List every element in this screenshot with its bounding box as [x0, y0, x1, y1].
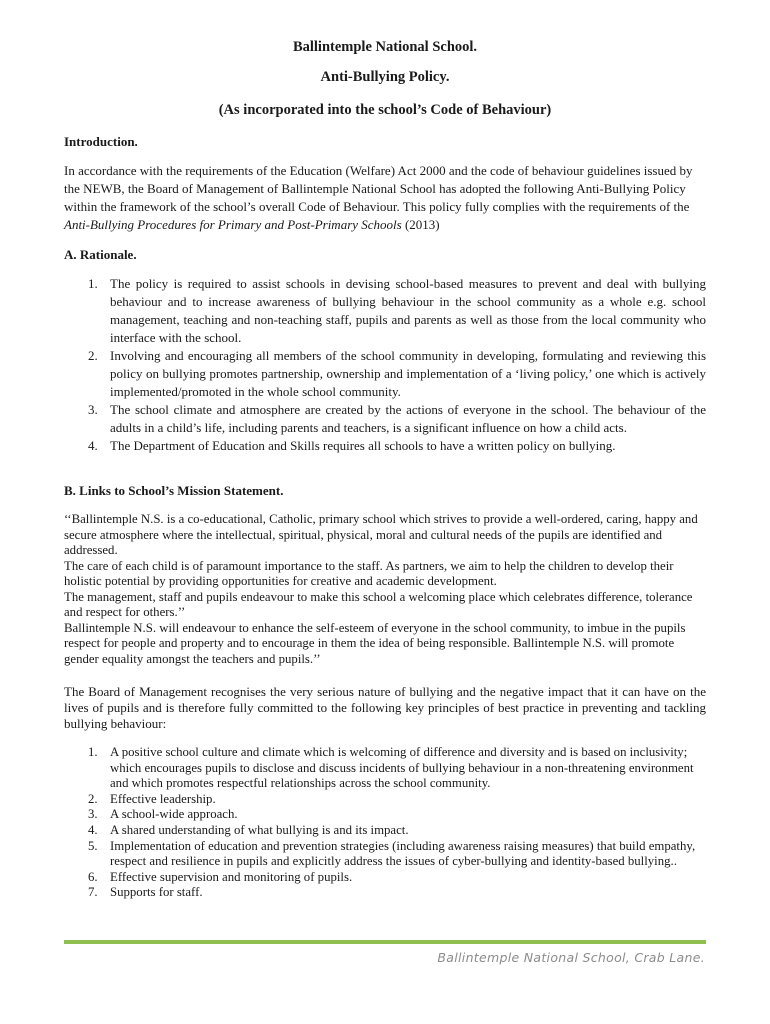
list-item: 2. Involving and encouraging all members of the school community in developing, formulating and reviewing this policy on bullying promotes partnership, ownership and implementation of a ‘living policy,’ one which is actively implemented/promoted in the whole school community.: [88, 348, 706, 399]
introduction-heading: Introduction.: [64, 134, 138, 149]
principles-list: [64, 745, 706, 901]
introduction-year: (2013): [401, 217, 440, 232]
procedures-title-italic: Anti-Bullying Procedures for Primary and Post-Primary Schools: [64, 217, 402, 232]
list-item: 4. The Department of Education and Skills requires all schools to have a written policy on bullying.: [88, 438, 616, 453]
list-item: 1. A positive school culture and climate which is welcoming of difference and diversity and is based on inclusivity; which encourages pupils to disclose and discuss incidents of bullying behaviour in a non-threatening environment and which promotes respectful relationships across the school community.: [88, 745, 694, 791]
list-item: 6. Effective supervision and monitoring of pupils.: [88, 869, 353, 884]
mission-heading: B. Links to School’s Mission Statement.: [64, 483, 284, 498]
list-item: 3. The school climate and atmosphere are created by the actions of everyone in the school. The behaviour of the adults in a child’s life, including parents and teachers, is a significant influence on how a child acts.: [88, 402, 706, 435]
list-item: 3. A school-wide approach.: [88, 807, 238, 822]
rationale-heading: A. Rationale.: [64, 247, 137, 262]
mission-paragraph: The care of each child is of paramount importance to the staff. As partners, we aim to help the children to develop their holistic potential by providing opportunities for creative and academic development.: [64, 558, 674, 588]
introduction-text: In accordance with the requirements of the Education (Welfare) Act 2000 and the code of behaviour guidelines issued by the NEWB, the Board of Management of Ballintemple National School has adopted the following Anti-Bullying Policy within the framework of the school’s overall Code of Behaviour. This policy fully complies with the requirements of the: [64, 163, 693, 214]
policy-subtitle: (As incorporated into the school’s Code of Behaviour): [218, 102, 552, 118]
footer-divider: [64, 940, 706, 944]
mission-paragraph: ‘‘Ballintemple N.S. is a co-educational, Catholic, primary school which strives to provide a well-ordered, caring, happy and secure atmosphere where the intellectual, spiritual, physical, moral and cultural needs of the pupils are identified and addressed.: [64, 512, 698, 557]
list-item: 2. Effective leadership.: [88, 791, 216, 806]
policy-title: Anti-Bullying Policy.: [320, 69, 450, 85]
rationale-list: [64, 275, 706, 455]
list-item: 7. Supports for staff.: [88, 885, 203, 900]
school-name-title: Ballintemple National School.: [292, 39, 478, 55]
footer-address: Ballintemple National School, Crab Lane.: [437, 950, 705, 965]
mission-statement: [64, 512, 706, 667]
introduction-paragraph: [64, 162, 706, 234]
list-item: 1. The policy is required to assist schools in devising school-based measures to prevent and deal with bullying behaviour and to increase awareness of bullying behaviour in the school community as a whole e.g. school management, teaching and non-teaching staff, pupils and parents as well as those from the local community who interface with the school.: [88, 276, 706, 345]
list-item: 4. A shared understanding of what bullying is and its impact.: [88, 822, 409, 837]
list-item: 5. Implementation of education and prevention strategies (including awareness raising measures) that build empathy, respect and resilience in pupils and explicitly address the issues of cyber-bullying and identity-based bullying..: [88, 838, 696, 869]
board-paragraph: The Board of Management recognises the very serious nature of bullying and the negative impact that it can have on the lives of pupils and is therefore fully committed to the following key principles of best practice in preventing and tackling bullying behaviour:: [64, 684, 706, 731]
mission-paragraph: The management, staff and pupils endeavour to make this school a welcoming place which celebrates difference, tolerance and respect for others.’’: [64, 589, 693, 619]
mission-paragraph: Ballintemple N.S. will endeavour to enhance the self-esteem of everyone in the school community, to imbue in the pupils respect for people and property and to encourage in them the idea of being responsible. Ballintemple N.S. will promote gender equality amongst the teachers and pupils.’’: [64, 620, 686, 666]
